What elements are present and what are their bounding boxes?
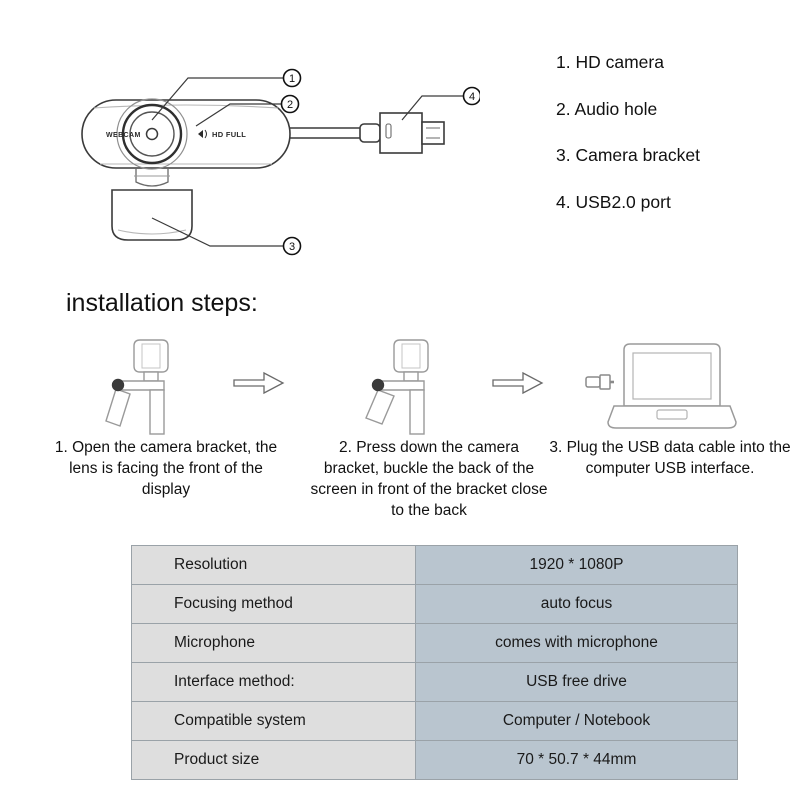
step-2-caption: 2. Press down the camera bracket, buckle the back of the screen in front of the bracket close to the back bbox=[310, 439, 548, 519]
installation-steps-heading: installation steps: bbox=[66, 289, 258, 317]
spec-label: Microphone bbox=[132, 624, 416, 663]
legend-label: USB2.0 port bbox=[575, 191, 671, 212]
step1-camera-neck bbox=[144, 372, 158, 381]
spec-value: Computer / Notebook bbox=[416, 702, 738, 741]
table-row bbox=[132, 741, 738, 780]
spec-label: Interface method: bbox=[132, 663, 416, 702]
step-1-caption: 1. Open the camera bracket, the lens is facing the front of the display bbox=[54, 439, 278, 498]
spec-label: Resolution bbox=[132, 546, 416, 585]
step-arrow-2-icon bbox=[492, 370, 544, 396]
spec-value: auto focus bbox=[416, 585, 738, 624]
table-row bbox=[132, 546, 738, 585]
spec-value: USB free drive bbox=[416, 663, 738, 702]
specification-table bbox=[131, 545, 738, 780]
usb-plug-tip bbox=[600, 375, 610, 389]
laptop-screen-inner bbox=[633, 353, 711, 399]
step-1-illustration bbox=[96, 332, 206, 437]
callout-marker-4 bbox=[464, 88, 481, 105]
legend-number: 2. bbox=[556, 98, 571, 119]
legend-item-audio-hole bbox=[556, 98, 796, 119]
legend-label: HD camera bbox=[575, 52, 664, 72]
usb-metal-tip bbox=[422, 122, 444, 144]
svg-text:3: 3 bbox=[288, 241, 296, 253]
webcam-exploded-diagram bbox=[60, 40, 480, 270]
legend-label: Camera bracket bbox=[575, 145, 700, 165]
table-row bbox=[132, 624, 738, 663]
spec-value: 1920 * 1080P bbox=[416, 546, 738, 585]
installation-steps-figures bbox=[0, 332, 800, 442]
callout-marker-3 bbox=[284, 238, 301, 255]
usb-plug-body bbox=[586, 377, 600, 387]
spec-label: Compatible system bbox=[132, 702, 416, 741]
legend-item-usb-port bbox=[556, 191, 796, 212]
step2-bracket-pivot bbox=[373, 380, 384, 391]
table-row bbox=[132, 702, 738, 741]
step-arrow-1-icon bbox=[233, 370, 285, 396]
table-row bbox=[132, 585, 738, 624]
laptop-trackpad bbox=[657, 410, 687, 419]
callout-marker-1 bbox=[284, 70, 301, 87]
step1-bracket-pivot bbox=[113, 380, 124, 391]
legend-number: 4. bbox=[556, 191, 571, 212]
spec-label: Product size bbox=[132, 741, 416, 780]
step1-bracket-stem bbox=[150, 390, 164, 434]
table-row bbox=[132, 663, 738, 702]
svg-text:4: 4 bbox=[468, 91, 476, 103]
step2-camera-head-inner bbox=[402, 344, 420, 368]
step2-camera-neck bbox=[404, 372, 418, 381]
usb-strain-relief bbox=[360, 124, 380, 142]
camera-bracket bbox=[112, 190, 192, 240]
legend-number: 1. bbox=[556, 52, 571, 72]
webcam-neck bbox=[136, 168, 168, 186]
parts-legend-list bbox=[556, 54, 796, 240]
step1-bracket-open-flap bbox=[106, 389, 130, 426]
svg-text:2: 2 bbox=[286, 99, 294, 111]
callout-marker-2 bbox=[282, 96, 299, 113]
step-2-illustration bbox=[356, 332, 466, 437]
legend-item-camera-bracket bbox=[556, 147, 796, 165]
lens-aperture bbox=[147, 129, 158, 140]
legend-number: 3. bbox=[556, 145, 571, 165]
step-3-caption: 3. Plug the USB data cable into the computer USB interface. bbox=[549, 439, 791, 477]
step-3-illustration bbox=[584, 332, 764, 437]
webcam-hd-label: HD FULL bbox=[212, 130, 247, 139]
spec-value: 70 * 50.7 * 44mm bbox=[416, 741, 738, 780]
step1-camera-head-inner bbox=[142, 344, 160, 368]
legend-label: Audio hole bbox=[574, 98, 658, 119]
product-diagram-section bbox=[0, 0, 800, 275]
svg-text:1: 1 bbox=[288, 73, 296, 85]
spec-label: Focusing method bbox=[132, 585, 416, 624]
step1-bracket-top-arm bbox=[118, 381, 164, 390]
step2-bracket-top-arm bbox=[378, 381, 424, 390]
spec-value: comes with microphone bbox=[416, 624, 738, 663]
step2-bracket-stem bbox=[410, 390, 424, 434]
legend-item-hd-camera bbox=[556, 54, 796, 72]
webcam-brand-label: WEBCAM bbox=[106, 132, 141, 139]
step2-bracket-closed-flap bbox=[366, 390, 394, 424]
